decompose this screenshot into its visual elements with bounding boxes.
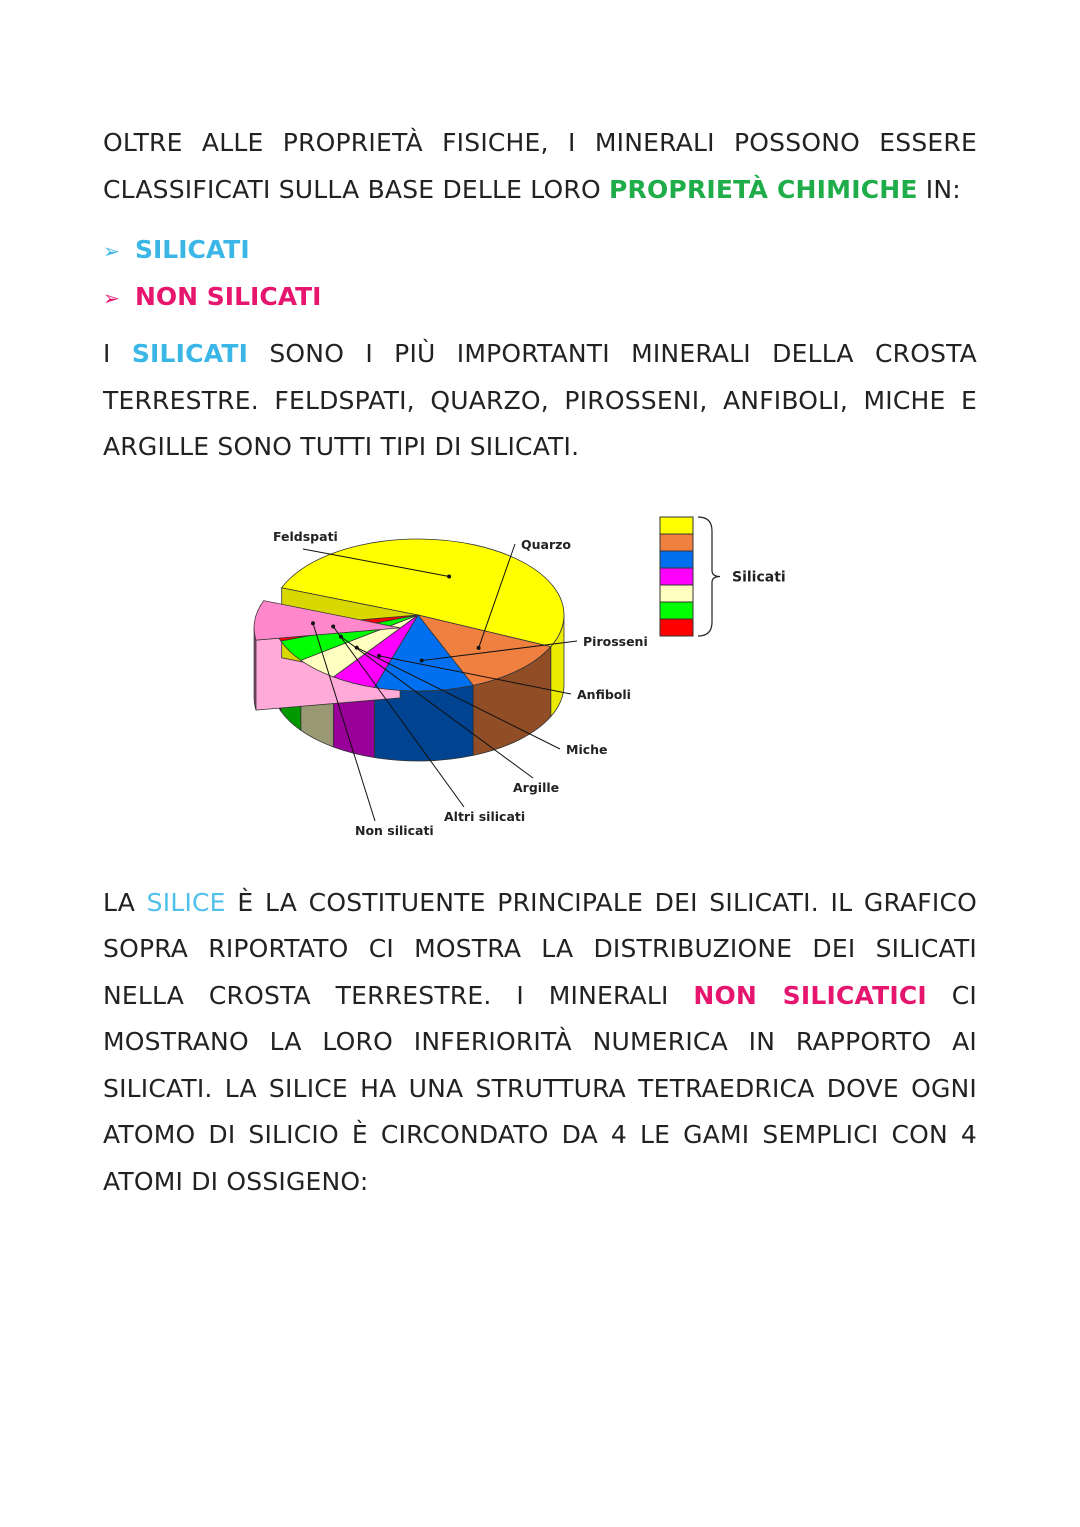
legend-swatch xyxy=(660,568,693,585)
silica-paragraph: LA SILICE È LA COSTITUENTE PRINCIPALE DEI SILICATI. IL GRAFICO SOPRA RIPORTATO CI MOSTRA LA DISTRIBUZIONE DEI SILICATI NELLA CROSTA TERRESTRE. I MINERALI NON SILICATICI CI MOSTRANO LA LORO INFERIORITÀ NUMERICA IN RAPPORTO AI SILICATI. LA SILICE HA UNA STRUTTURA TETRAEDRICA DOVE OGNI ATOMO DI SILICIO È CIRCONDATO DA 4 LE GAMI SEMPLICI CON 4 ATOMI DI OSSIGENO: xyxy=(103,887,977,1196)
legend-label: Silicati xyxy=(732,569,786,585)
arrow-bullet-icon: ➢ xyxy=(103,286,120,310)
silicates-paragraph: I SILICATI SONO I PIÙ IMPORTANTI MINERALI DELLA CROSTA TERRESTRE. FELDSPATI, QUARZO, PIROSSENI, ANFIBOLI, MICHE E ARGILLE SONO TUTTI TIPI DI SILICATI. xyxy=(103,339,977,461)
legend-swatch xyxy=(660,551,693,568)
silice-highlight: SILICE xyxy=(146,887,226,917)
classification-list xyxy=(103,227,977,321)
non-silicatici-highlight: NON SILICATICI xyxy=(693,980,927,1010)
pie-chart xyxy=(103,503,977,848)
silicati-highlight: SILICATI xyxy=(131,339,249,368)
arrow-bullet-icon: ➢ xyxy=(103,239,120,263)
legend-swatch xyxy=(660,619,693,636)
chemical-properties-highlight: PROPRIETÀ CHIMICHE xyxy=(609,174,918,204)
legend-swatch xyxy=(660,602,693,619)
intro-paragraph: OLTRE ALLE PROPRIETÀ FISICHE, I MINERALI POSSONO ESSERE CLASSIFICATI SULLA BASE DELLE LORO PROPRIETÀ CHIMICHE IN: xyxy=(103,128,977,204)
slice-label: Feldspati xyxy=(273,528,338,544)
slice-label: Quarzo xyxy=(521,536,571,552)
legend-swatch xyxy=(660,517,693,534)
slice-label: Non silicati xyxy=(355,822,434,838)
pie-chart-figure xyxy=(103,503,977,848)
legend xyxy=(660,517,786,636)
slice-label: Miche xyxy=(566,741,608,757)
list-item: ➢ SILICATI xyxy=(103,227,977,274)
slice-label: Pirosseni xyxy=(583,633,648,649)
legend-brace xyxy=(698,517,720,636)
slice-label: Altri silicati xyxy=(444,808,526,824)
slice-label: Anfiboli xyxy=(577,686,631,702)
list-item: ➢ NON SILICATI xyxy=(103,274,977,321)
legend-swatch xyxy=(660,585,693,602)
slice-label: Argille xyxy=(513,779,560,795)
document-page xyxy=(103,120,977,1205)
legend-swatch xyxy=(660,534,693,551)
